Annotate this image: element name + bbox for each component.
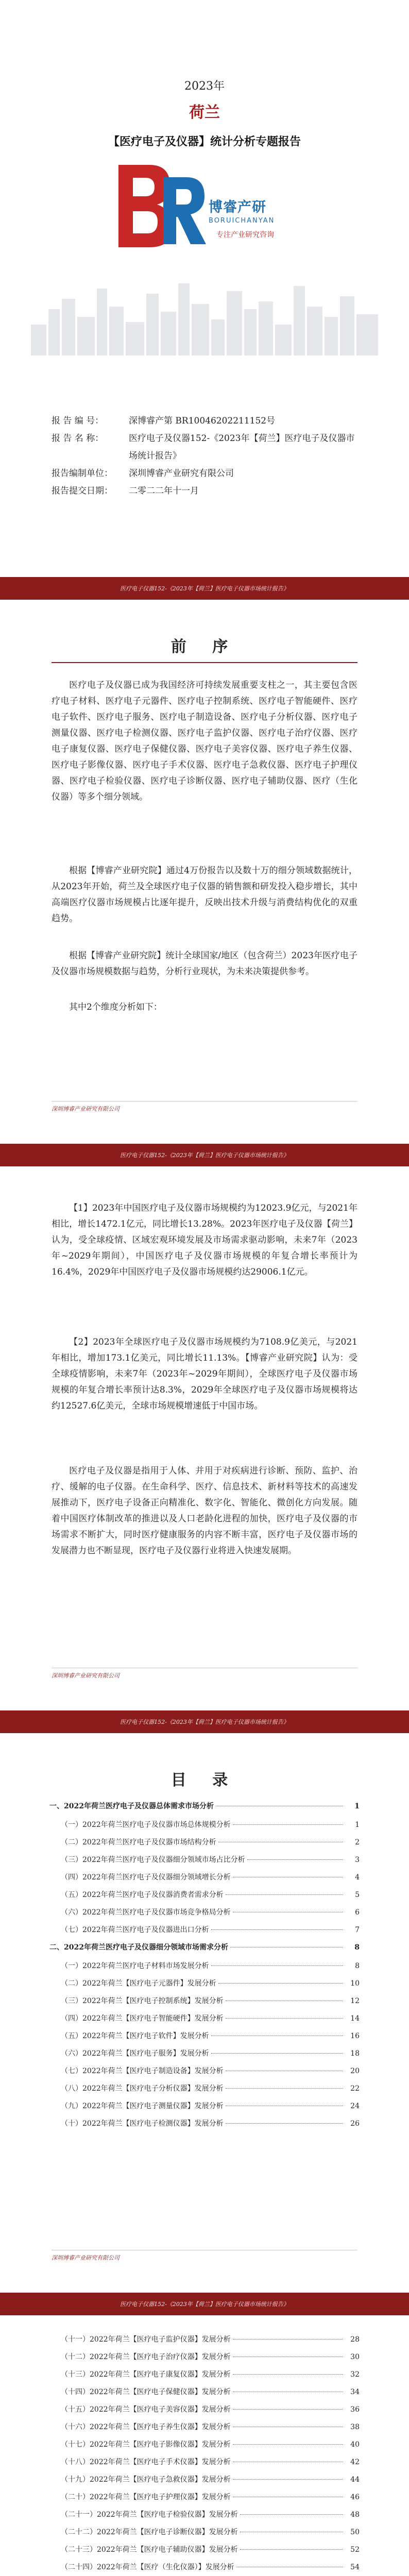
page-footer: 深圳博睿产业研究有限公司	[52, 2250, 357, 2262]
meta-value: 深圳博睿产业研究有限公司	[129, 468, 234, 479]
toc-entry-page: 6	[355, 1908, 360, 1917]
toc-entry-page: 1	[354, 1802, 360, 1810]
toc-entry-text: （九）2022年荷兰【医疗电子测量仪器】发展分析	[61, 2102, 224, 2110]
toc-entry-page: 16	[350, 2032, 360, 2040]
toc-entry[interactable]	[49, 2421, 360, 2439]
toc-entry-page: 10	[350, 1979, 360, 1988]
toc-entry-text: （十四）2022年荷兰【医疗电子保健仪器】发展分析	[61, 2388, 231, 2396]
toc-leader-dots	[247, 1859, 343, 1860]
toc-entry[interactable]	[49, 2404, 360, 2421]
meta-row-compiler	[52, 465, 361, 482]
toc-entry-page: 34	[350, 2388, 360, 2396]
toc-entry[interactable]	[49, 2100, 360, 2118]
toc-leader-dots	[233, 2374, 343, 2375]
toc-leader-dots	[240, 2514, 343, 2515]
toc-entry[interactable]	[49, 2509, 360, 2527]
header-text: 医疗电子仪器152-《2023年【荷兰】医疗电子仪器市场统计报告》	[120, 1152, 289, 1159]
toc-entry-text: 二、2022年荷兰医疗电子及仪器细分领域市场需求分析	[49, 1943, 228, 1952]
toc-entry-page: 8	[355, 1962, 360, 1970]
toc-entry[interactable]	[49, 1889, 360, 1907]
toc-entry[interactable]	[49, 2439, 360, 2456]
toc-entry-page: 18	[350, 2049, 360, 2058]
toc-entry[interactable]	[49, 1924, 360, 1942]
toc-entry[interactable]	[49, 2456, 360, 2474]
toc-entry[interactable]	[49, 2474, 360, 2492]
toc-entry-text: （十八）2022年荷兰【医疗电子手术仪器】发展分析	[61, 2458, 231, 2466]
toc-entry[interactable]	[49, 2065, 360, 2083]
toc-entry-page: 12	[350, 1997, 360, 2005]
toc-entry-text: （十九）2022年荷兰【医疗电子急救仪器】发展分析	[61, 2476, 231, 2484]
logo-r-letter-icon	[161, 175, 207, 247]
toc-entry[interactable]	[49, 2083, 360, 2100]
toc-entry-page: 30	[350, 2353, 360, 2361]
toc-entry-page: 38	[350, 2423, 360, 2431]
cover-title: 【医疗电子及仪器】统计分析专题报告	[108, 135, 301, 148]
toc-entry-text: （三）2022年荷兰【医疗电子控制系统】发展分析	[61, 1997, 224, 2005]
toc-entry-text: （二十三）2022年荷兰【医疗电子辅助仪器】发展分析	[61, 2546, 238, 2554]
toc-leader-dots	[233, 2409, 343, 2410]
toc-entry-text: （五）2022年荷兰【医疗电子软件】发展分析	[61, 2032, 209, 2040]
toc-entry-text: （七）2022年荷兰医疗电子及仪器进出口分析	[61, 1926, 209, 1934]
toc-entry[interactable]	[49, 1872, 360, 1889]
toc-entry[interactable]	[49, 2351, 360, 2369]
meta-label: 报 告 名 称：	[52, 433, 104, 444]
toc-entry-text: （十三）2022年荷兰【医疗电子康复仪器】发展分析	[61, 2370, 231, 2379]
toc-entry-page: 2	[355, 1838, 360, 1846]
toc-leader-dots	[226, 2088, 343, 2089]
toc-leader-dots	[233, 2444, 343, 2445]
toc-entry-text: （十）2022年荷兰【医疗电子检测仪器】发展分析	[61, 2120, 224, 2128]
logo-en: BORUICHANYAN	[209, 217, 275, 225]
toc-entry-text: （十七）2022年荷兰【医疗电子影像仪器】发展分析	[61, 2441, 231, 2449]
preface-page	[0, 577, 409, 1133]
logo-cn: 博睿产研	[209, 199, 266, 215]
toc-entry[interactable]	[49, 2369, 360, 2386]
toc-leader-dots	[211, 1929, 343, 1930]
toc-entry[interactable]	[49, 1960, 360, 1978]
toc-entry-text: （二十）2022年荷兰【医疗电子护理仪器】发展分析	[61, 2493, 231, 2501]
toc-entry-page: 7	[355, 1926, 360, 1934]
toc-entry-text: （十五）2022年荷兰【医疗电子美容仪器】发展分析	[61, 2405, 231, 2414]
toc-leader-dots	[233, 1824, 343, 1825]
toc-leader-dots	[211, 1965, 343, 1966]
toc-entry-text: （十二）2022年荷兰【医疗电子治疗仪器】发展分析	[61, 2353, 231, 2361]
analysis-page	[0, 1144, 409, 1700]
toc-entry[interactable]	[49, 2492, 360, 2509]
toc-entry[interactable]	[49, 2048, 360, 2065]
preface-paragraph-1: 医疗电子及仪器已成为我国经济可持续发展重要支柱之一，其主要包含医疗电子材料、医疗电子元器件、医疗电子控制系统、医疗电子智能硬件、医疗电子软件、医疗电子服务、医疗电子制造设备、医疗电子分析仪器、医疗电子测量仪器、医疗电子检测仪器、医疗电子监护仪器、医疗电子治疗仪器、医疗电子康复仪器、医疗电子保健仪器、医疗电子美容仪器、医疗电子养生仪器、医疗电子影像仪器、医疗电子手术仪器、医疗电子急救仪器、医疗电子护理仪器、医疗电子检验仪器、医疗电子诊断仪器、医疗电子辅助仪器、医疗（生化仪器）等多个细分领域。	[52, 680, 357, 802]
toc-entry-page: 24	[350, 2102, 360, 2110]
toc-entry-page: 54	[350, 2563, 360, 2571]
toc-entry-text: （六）2022年荷兰医疗电子及仪器市场竞争格局分析	[61, 1908, 231, 1917]
cover-country: 荷兰	[189, 104, 220, 122]
toc-leader-dots	[233, 2339, 343, 2340]
toc-entry-text: （七）2022年荷兰【医疗电子制造设备】发展分析	[61, 2067, 224, 2075]
toc-entry[interactable]	[49, 2527, 360, 2544]
analysis-paragraph-1: 【1】2023年中国医疗电子及仪器市场规模约为12023.9亿元，与2021年相比，增长1472.1亿元，同比增长13.28%。2023年医疗电子及仪器【荷兰】认为，受全球疫情、区域宏观环境发展及市场需求驱动影响，未来7年（2023年~2029年期间），中国医疗电子及仪器市场规模的年复合增长率预计为16.4%，2029年中国医疗电子及仪器市场规模约达29006.1亿元。	[52, 1203, 357, 1277]
toc-entry-text: （四）2022年荷兰【医疗电子智能硬件】发展分析	[61, 2014, 224, 2023]
toc-entry-text: （二）2022年荷兰医疗电子及仪器市场结构分析	[61, 1838, 216, 1846]
toc-leader-dots	[218, 1983, 343, 1984]
toc-leader-dots	[226, 2123, 343, 2124]
toc-entry-text: （六）2022年荷兰【医疗电子服务】发展分析	[61, 2049, 209, 2058]
preface-paragraph-2: 根据【博睿产业研究院】通过4万份报告以及数十万的细分领域数据统计，从2023年开始，荷兰及全球医疗电子仪器的销售额和研发投入稳步增长，其中高端医疗仪器市场规模占比逐年提升，反映出技术升级与消费结构优化的双重趋势。	[52, 866, 357, 924]
meta-row-report-no	[52, 412, 361, 430]
meta-row-date	[52, 482, 361, 500]
toc-entry-text: （二）2022年荷兰【医疗电子元器件】发展分析	[61, 1979, 216, 1988]
toc-leader-dots	[226, 2018, 343, 2019]
toc-entry-text: 一、2022年荷兰医疗电子及仪器总体需求市场分析	[49, 1802, 214, 1810]
toc-entry-page: 32	[350, 2370, 360, 2379]
toc-entry[interactable]	[49, 2030, 360, 2048]
title-divider	[52, 662, 357, 663]
toc-entry-page: 22	[350, 2084, 360, 2093]
toc-entry-page: 4	[355, 1873, 360, 1882]
toc-entry-text: （十一）2022年荷兰【医疗电子监护仪器】发展分析	[61, 2335, 231, 2344]
toc-leader-dots	[240, 2549, 343, 2550]
toc-entry-text: （五）2022年荷兰医疗电子及仪器消费者需求分析	[61, 1891, 224, 1899]
toc-list-2	[49, 2334, 360, 2576]
toc-entry[interactable]	[49, 1819, 360, 1837]
toc-entry[interactable]	[49, 1801, 360, 1819]
page-header-band	[0, 1710, 409, 1733]
meta-label: 报 告 编 号：	[52, 416, 104, 426]
toc-entry-page: 5	[355, 1891, 360, 1899]
page-header-band	[0, 1144, 409, 1166]
toc-entry[interactable]	[49, 2334, 360, 2351]
toc-entry-page: 44	[350, 2476, 360, 2484]
toc-entry[interactable]	[49, 2562, 360, 2576]
city-skyline-decoration	[31, 278, 378, 355]
page-footer: 深圳博睿产业研究有限公司	[52, 1668, 357, 1680]
logo-slogan: 专注产业研究咨询	[216, 231, 274, 239]
cover-year: 2023年	[184, 80, 225, 93]
toc-list-1	[49, 1801, 360, 2136]
toc-leader-dots	[226, 1894, 343, 1895]
header-text: 医疗电子仪器152-《2023年【荷兰】医疗电子仪器市场统计报告》	[120, 2301, 289, 2308]
toc-entry-text: （二十二）2022年荷兰【医疗电子诊断仪器】发展分析	[61, 2528, 238, 2536]
preface-title: 前 序	[171, 638, 238, 656]
toc-entry-page: 42	[350, 2458, 360, 2466]
toc-entry[interactable]	[49, 1978, 360, 1995]
toc-entry-text: （二十一）2022年荷兰【医疗电子检验仪器】发展分析	[61, 2511, 238, 2519]
meta-value: 深博睿产第 BR10046202211152号	[129, 416, 276, 426]
toc-entry-page: 48	[350, 2511, 360, 2519]
toc-entry[interactable]	[49, 1907, 360, 1924]
toc-entry[interactable]	[49, 2386, 360, 2404]
toc-entry[interactable]	[49, 1854, 360, 1872]
toc-entry-page: 20	[350, 2067, 360, 2075]
toc-entry-page: 36	[350, 2405, 360, 2414]
toc-entry[interactable]	[49, 1837, 360, 1854]
toc-entry-text: （二十四）2022年荷兰【医疗（生化仪器）】发展分析	[61, 2563, 234, 2571]
page-header-band	[0, 577, 409, 600]
toc-entry-page: 52	[350, 2546, 360, 2554]
toc-entry-page: 50	[350, 2528, 360, 2536]
company-logo	[113, 162, 299, 250]
analysis-paragraph-2: 【2】2023年全球医疗电子及仪器市场规模约为7108.9亿美元，与2021年相比，增加173.1亿美元，同比增长11.13%。【博睿产业研究院】认为：受全球疫情影响，未来7年（2023年~2029年期间），全球医疗电子及仪器市场规模的年复合增长率预计达8.3%，2029年全球医疗电子及仪器市场规模将达约12527.6亿美元，全球市场规模增速低于中国市场。	[52, 1337, 357, 1411]
toc-entry[interactable]	[49, 2013, 360, 2030]
header-text: 医疗电子仪器152-《2023年【荷兰】医疗电子仪器市场统计报告》	[120, 1719, 289, 1725]
toc-entry-page: 3	[355, 1856, 360, 1864]
meta-row-report-name	[52, 430, 361, 465]
toc-page-2	[0, 2293, 409, 2576]
page-footer: 深圳博睿产业研究有限公司	[52, 1101, 357, 1113]
toc-entry-text: （八）2022年荷兰【医疗电子分析仪器】发展分析	[61, 2084, 224, 2093]
meta-label: 报告提交日期：	[52, 486, 113, 496]
toc-entry-text: （一）2022年荷兰医疗电子及仪器市场总体规模分析	[61, 1821, 231, 1829]
toc-entry[interactable]	[49, 1995, 360, 2013]
header-text: 医疗电子仪器152-《2023年【荷兰】医疗电子仪器市场统计报告》	[120, 585, 289, 592]
analysis-paragraph-3: 医疗电子及仪器是指用于人体、并用于对疾病进行诊断、预防、监护、治疗、缓解的电子仪器。在生命科学、医疗、信息技术、新材料等技术的高速发展推动下，医疗电子设备正向精准化、数字化、智能化、微创化方向发展。随着中国医疗体制改革的推进以及人口老龄化进程的加快，医疗电子及仪器的市场需求不断扩大，同时医疗健康服务的内容不断丰富，医疗电子及仪器市场的发展潜力也不断显现，医疗电子及仪器行业将进入快速发展期。	[52, 1466, 357, 1556]
toc-entry[interactable]	[49, 1942, 360, 1960]
cover-meta	[52, 412, 361, 500]
toc-leader-dots	[233, 2479, 343, 2480]
preface-paragraph-3: 根据【博睿产业研究院】统计全球国家/地区（包含荷兰）2023年医疗电子及仪器市场规模数据与趋势，分析行业现状，为未来决策提供参考。	[52, 951, 357, 977]
toc-page-1	[0, 1710, 409, 2282]
toc-entry-page: 28	[350, 2335, 360, 2344]
toc-entry-page: 1	[355, 1821, 360, 1829]
toc-entry-page: 40	[350, 2441, 360, 2449]
toc-entry-page: 14	[350, 2014, 360, 2023]
toc-entry-page: 26	[350, 2120, 360, 2128]
meta-value: 二零二二年十一月	[129, 486, 199, 496]
toc-entry-text: （三）2022年荷兰医疗电子及仪器细分领域市场占比分析	[61, 1856, 245, 1864]
toc-entry-page: 8	[354, 1943, 360, 1952]
toc-title: 目 录	[171, 1771, 238, 1789]
logo-text	[209, 196, 275, 225]
page-header-band	[0, 2293, 409, 2315]
meta-value: 医疗电子及仪器152-《2023年【荷兰】医疗电子及仪器市场统计报告》	[129, 433, 355, 461]
toc-entry-page: 46	[350, 2493, 360, 2501]
toc-entry[interactable]	[49, 2544, 360, 2562]
toc-entry-text: （十六）2022年荷兰【医疗电子养生仪器】发展分析	[61, 2423, 231, 2431]
toc-entry-text: （四）2022年荷兰医疗电子及仪器细分领域增长分析	[61, 1873, 231, 1882]
toc-entry-text: （一）2022年荷兰医疗电子材料市场发展分析	[61, 1962, 209, 1970]
toc-entry[interactable]	[49, 2118, 360, 2136]
preface-paragraph-4: 其中2个维度分析如下：	[69, 1002, 162, 1012]
meta-label: 报告编制单位：	[52, 468, 113, 479]
toc-leader-dots	[211, 2053, 343, 2054]
cover-page	[0, 0, 409, 567]
